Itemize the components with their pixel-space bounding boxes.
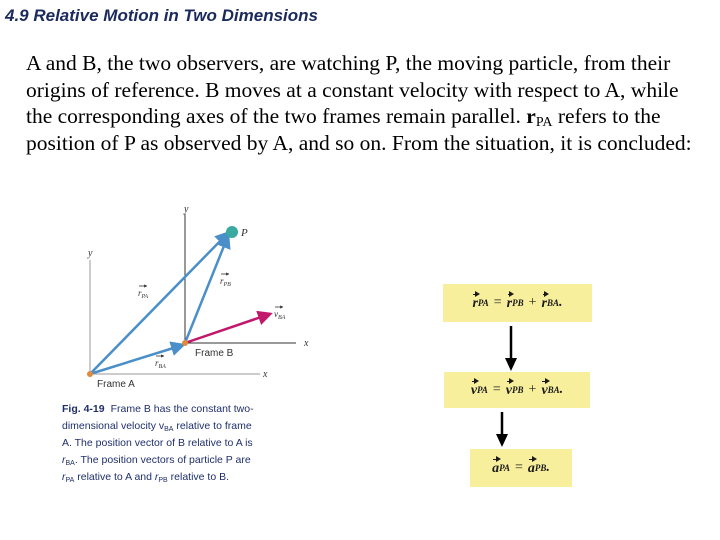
label-v-ba: $v_{BA}$ <box>274 309 286 321</box>
arrow-down-icon-2 <box>495 412 509 448</box>
label-frame-b: Frame B <box>195 348 234 359</box>
caption-line-5: rPA relative to A and rPB relative to B. <box>62 471 230 484</box>
caption-line-2: dimensional velocity vBA relative to frame <box>62 420 252 433</box>
body-text-part2: refers to the position of P as observed by A, and so on. From the situation, it is concluded: <box>26 104 692 155</box>
label-y-a: y <box>88 248 93 259</box>
caption-line-4: rBA. The position vectors of particle P are <box>62 454 251 467</box>
label-y-b: y <box>184 204 189 215</box>
particle-p <box>226 226 238 238</box>
eq3-lhs: a <box>492 461 500 476</box>
bold-r-symbol: r <box>526 104 536 128</box>
label-r-pb: $r_{PB}$ <box>220 276 231 288</box>
eq3-term1: a <box>527 461 535 476</box>
caption-line-1: Fig. 4-19 Frame B has the constant two- <box>62 403 254 415</box>
equation-position: r PA = r PB + r BA . <box>443 284 592 322</box>
eq2-lhs: v <box>470 383 478 398</box>
vector-v-ba <box>185 314 270 343</box>
slide-title: 4.9 Relative Motion in Two Dimensions <box>5 6 318 25</box>
label-x-a: x <box>263 369 268 380</box>
arrow-down-icon-1 <box>504 326 518 372</box>
label-r-pa: $r_{PA}$ <box>138 288 149 300</box>
eq2-equals: = <box>492 382 501 397</box>
eq1-period: . <box>559 295 563 310</box>
origin-b <box>182 340 188 346</box>
subscript-pa: PA <box>535 115 553 130</box>
eq1-plus: + <box>528 295 537 310</box>
eq1-equals: = <box>493 295 502 310</box>
body-paragraph <box>26 50 696 156</box>
eq3-equals: = <box>514 460 523 475</box>
equation-acceleration: a PA = a PB . <box>470 449 572 487</box>
body-text-part1: A and B, the two observers, are watching P, the moving particle, from their origins of reference. B moves at a constant velocity with respect to A, while the corresponding axes of the two frames remain parallel. <box>26 51 679 128</box>
eq1-term2: r <box>541 296 547 311</box>
figure-caption <box>62 403 254 484</box>
eq2-term2: v <box>541 383 548 398</box>
eq3-period: . <box>546 460 550 475</box>
eq2-term1: v <box>505 383 513 398</box>
vector-r-pb <box>185 236 228 343</box>
eq2-period: . <box>559 382 564 397</box>
origin-a <box>87 371 93 377</box>
label-r-ba: $r_{BA}$ <box>155 358 166 370</box>
caption-line-3: A. The position vector of B relative to A is <box>62 437 253 449</box>
label-frame-a: Frame A <box>97 379 135 390</box>
equation-velocity: v PA = v PB + v BA . <box>444 372 590 408</box>
relative-motion-figure <box>60 200 350 490</box>
label-x-b: x <box>304 338 309 349</box>
eq1-lhs: r <box>472 296 478 311</box>
eq1-term1: r <box>506 296 513 311</box>
eq2-plus: + <box>528 382 537 397</box>
label-point-p: P <box>241 227 248 239</box>
